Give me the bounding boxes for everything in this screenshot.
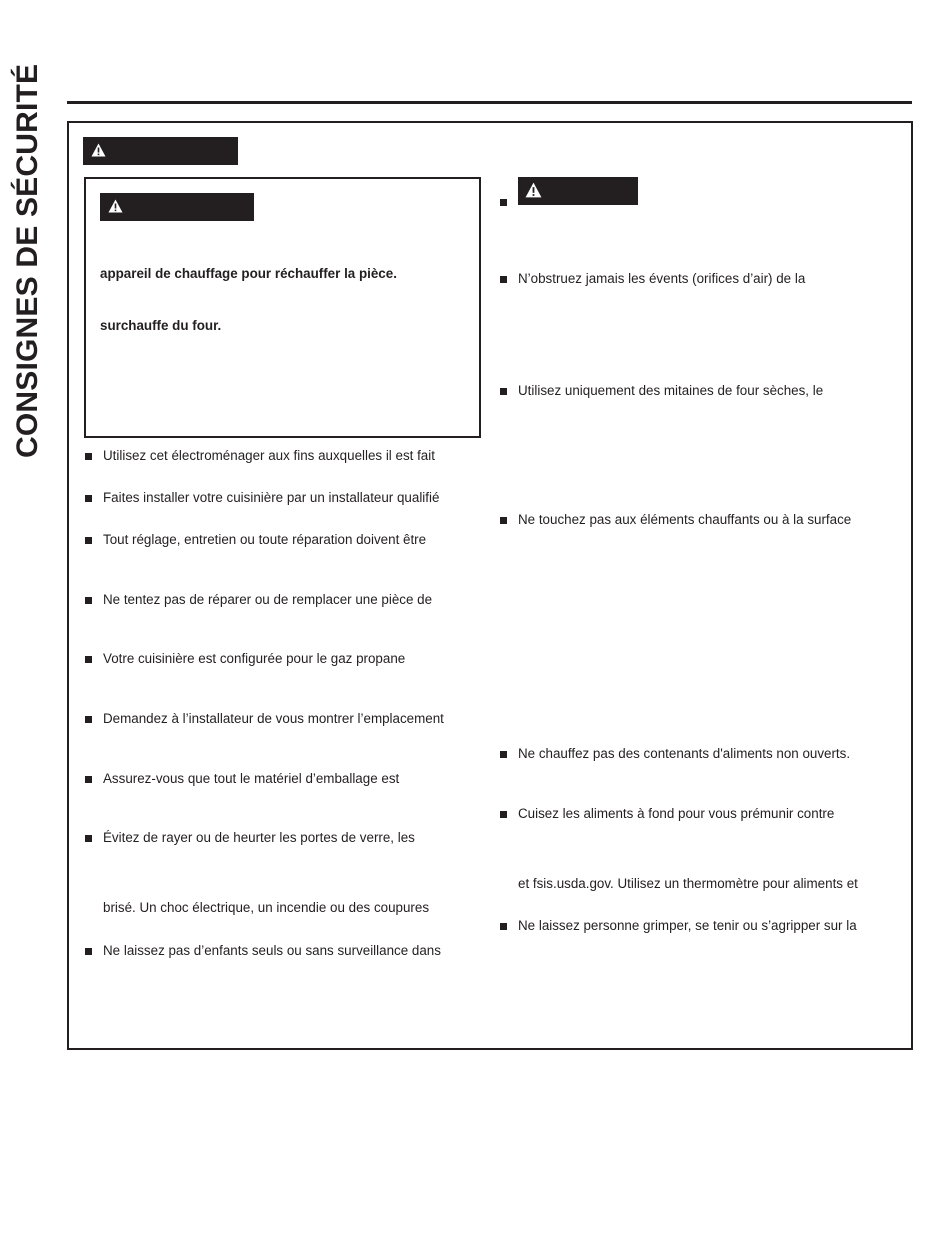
square-bullet-icon bbox=[500, 923, 507, 930]
list-item-continuation: et fsis.usda.gov. Utilisez un thermomètre pour aliments et bbox=[518, 876, 858, 891]
list-item: Ne touchez pas aux éléments chauffants ou à la surface bbox=[518, 512, 852, 527]
square-bullet-icon bbox=[85, 495, 92, 502]
list-item: Ne laissez personne grimper, se tenir ou s’agripper sur la bbox=[518, 918, 857, 933]
square-bullet-icon bbox=[500, 276, 507, 283]
warning-badge-main bbox=[83, 137, 238, 165]
list-item: Assurez-vous que tout le matériel d’emballage est bbox=[103, 771, 400, 786]
square-bullet-icon bbox=[85, 776, 92, 783]
square-bullet-icon bbox=[85, 537, 92, 544]
list-item: N’obstruez jamais les évents (orifices d’air) de la bbox=[518, 271, 806, 286]
list-item: Demandez à l’installateur de vous montrer l’emplacement bbox=[103, 711, 444, 726]
warning-triangle-icon bbox=[525, 182, 542, 198]
page-side-title: CONSIGNES DE SÉCURITÉ bbox=[11, 63, 44, 458]
list-item: Ne laissez pas d’enfants seuls ou sans surveillance dans bbox=[103, 943, 441, 958]
top-divider bbox=[67, 101, 912, 104]
square-bullet-icon bbox=[85, 656, 92, 663]
list-item-continuation: brisé. Un choc électrique, un incendie ou des coupures bbox=[103, 900, 430, 915]
square-bullet-icon bbox=[85, 597, 92, 604]
square-bullet-icon bbox=[85, 835, 92, 842]
inner-box-line: surchauffe du four. bbox=[100, 318, 222, 333]
list-item: Ne tentez pas de réparer ou de remplacer une pièce de bbox=[103, 592, 433, 607]
warning-triangle-icon bbox=[108, 199, 123, 213]
square-bullet-icon bbox=[500, 751, 507, 758]
inner-box-line: appareil de chauffage pour réchauffer la pièce. bbox=[100, 266, 397, 281]
list-item: Utilisez uniquement des mitaines de four sèches, le bbox=[518, 383, 824, 398]
warning-triangle-icon bbox=[91, 143, 106, 157]
list-item: Évitez de rayer ou de heurter les portes de verre, les bbox=[103, 830, 415, 845]
list-item: Cuisez les aliments à fond pour vous prémunir contre bbox=[518, 806, 835, 821]
square-bullet-icon bbox=[85, 716, 92, 723]
square-bullet-icon bbox=[85, 453, 92, 460]
square-bullet-icon bbox=[85, 948, 92, 955]
warning-badge-right bbox=[518, 177, 638, 205]
warning-badge-inner bbox=[100, 193, 254, 221]
square-bullet-icon bbox=[500, 388, 507, 395]
list-item: Votre cuisinière est configurée pour le gaz propane bbox=[103, 651, 406, 666]
square-bullet-icon bbox=[500, 517, 507, 524]
list-item: Tout réglage, entretien ou toute réparation doivent être bbox=[103, 532, 427, 547]
square-bullet-icon bbox=[500, 811, 507, 818]
square-bullet-icon bbox=[500, 199, 507, 206]
list-item: Utilisez cet électroménager aux fins auxquelles il est fait bbox=[103, 448, 435, 463]
list-item: Faites installer votre cuisinière par un installateur qualifié bbox=[103, 490, 440, 505]
list-item: Ne chauffez pas des contenants d'aliments non ouverts. bbox=[518, 746, 851, 761]
